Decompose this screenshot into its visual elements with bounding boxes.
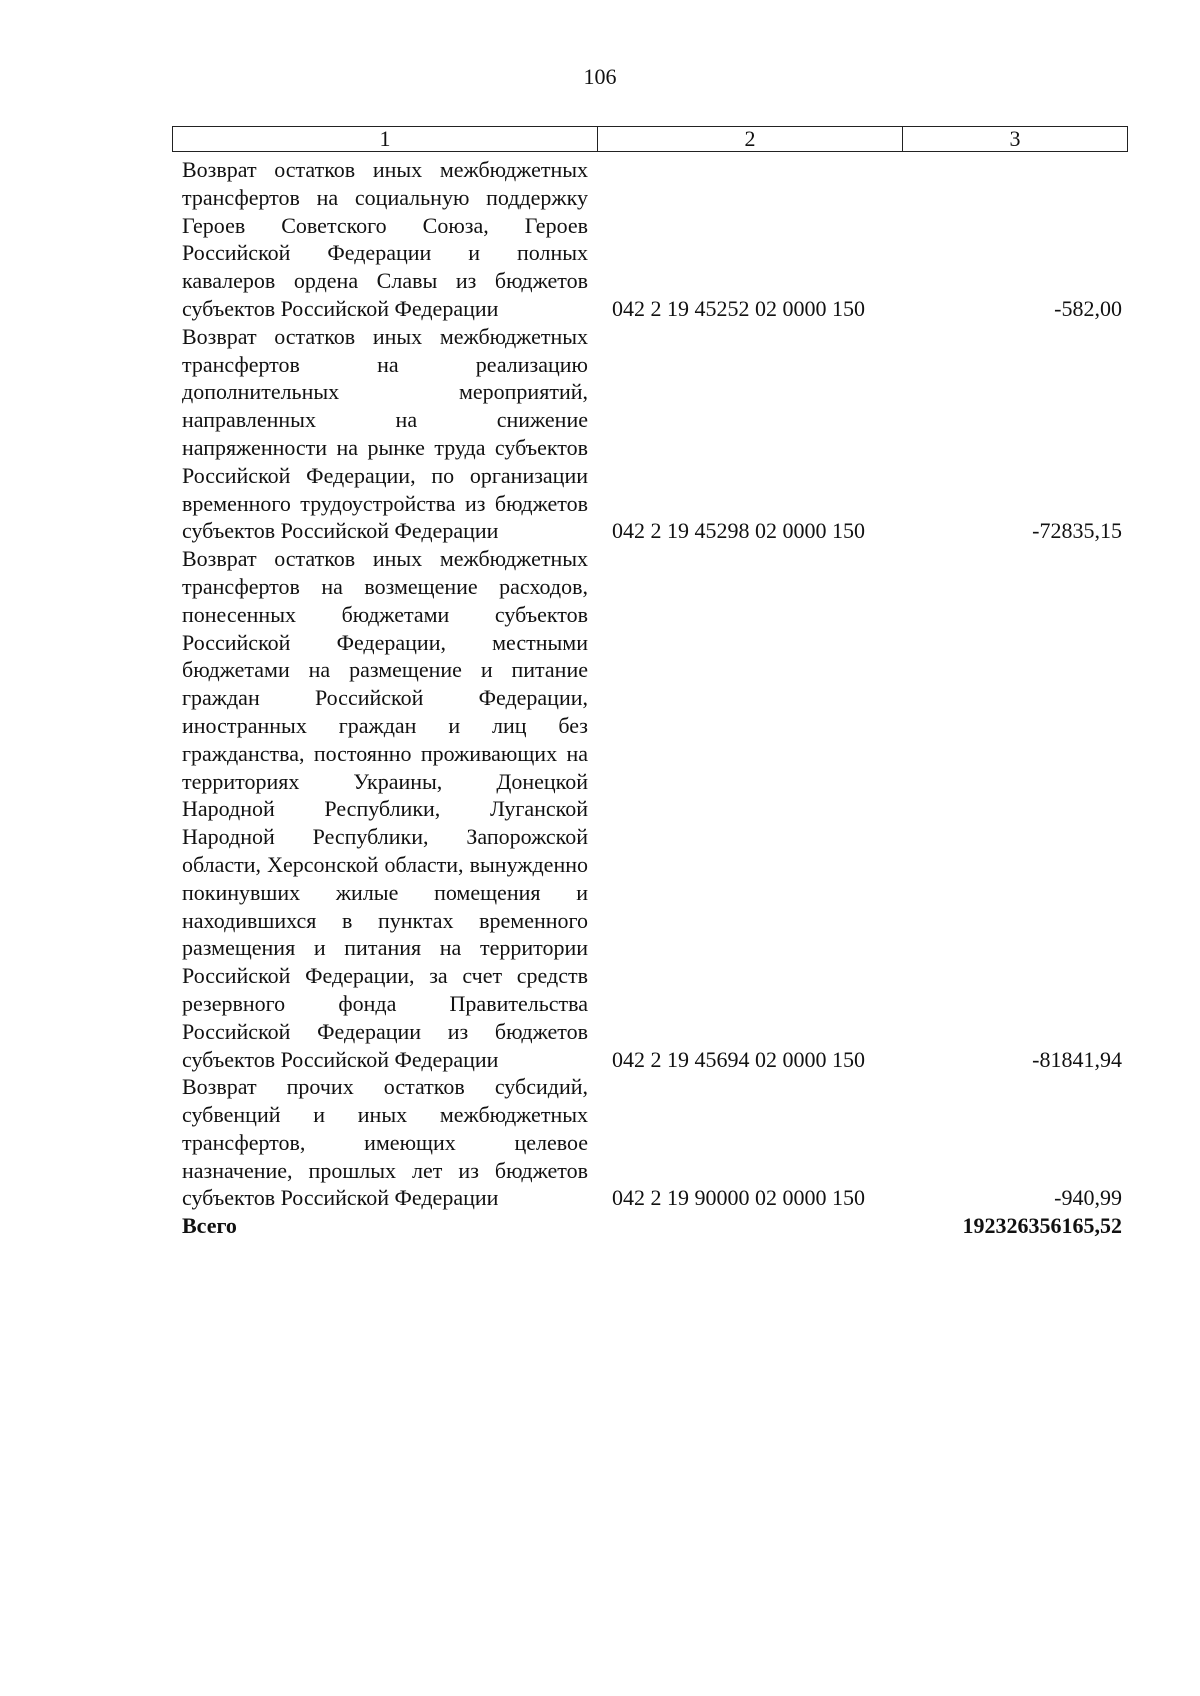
row-name: Возврат прочих остатков субсидий, субвенций и иных межбюджетных трансфертов, имеющих целевое назначение, прошлых лет из бюджетов субъектов Российской Федерации bbox=[182, 1074, 588, 1211]
table-row bbox=[182, 323, 1122, 545]
row-name: Возврат остатков иных межбюджетных трансфертов на социальную поддержку Героев Советского Союза, Героев Российской Федерации и полных кавалеров ордена Славы из бюджетов субъектов Российской Федерации bbox=[182, 157, 588, 321]
row-code: 042 2 19 45252 02 0000 150 bbox=[612, 295, 865, 321]
total-label: Всего bbox=[182, 1213, 237, 1239]
table-body bbox=[182, 156, 1122, 1240]
table-header bbox=[172, 126, 1128, 152]
total-amount: 192326356165,52 bbox=[962, 1213, 1122, 1239]
row-amount: -940,99 bbox=[1054, 1185, 1122, 1211]
row-amount: -81841,94 bbox=[1032, 1046, 1122, 1072]
row-amount: -582,00 bbox=[1054, 295, 1122, 321]
table-row bbox=[182, 1073, 1122, 1212]
header-col-2: 2 bbox=[598, 127, 903, 151]
row-code: 042 2 19 45694 02 0000 150 bbox=[612, 1046, 865, 1072]
row-amount: -72835,15 bbox=[1032, 518, 1122, 544]
total-row bbox=[182, 1212, 1122, 1240]
row-name: Возврат остатков иных межбюджетных трансфертов на реализацию дополнительных мероприятий, направленных на снижение напряженности на рынке труда субъектов Российской Федерации, по организации временного трудоустройства из бюджетов субъектов Российской Федерации bbox=[182, 323, 588, 544]
table-row bbox=[182, 545, 1122, 1073]
header-col-1: 1 bbox=[173, 127, 598, 151]
table-row bbox=[182, 156, 1122, 323]
row-code: 042 2 19 90000 02 0000 150 bbox=[612, 1185, 865, 1211]
page-number: 106 bbox=[583, 64, 617, 89]
row-name: Возврат остатков иных межбюджетных трансфертов на возмещение расходов, понесенных бюджетами субъектов Российской Федерации, местными бюджетами на размещение и питание граждан Российской Федерации, иностранных граждан и лиц без гражданства, постоянно проживающих на территориях Украины, Донецкой Народной Республики, Луганской Народной Республики, Запорожской области, Херсонской области, вынужденно покинувших жилые помещения и находившихся в пунктах временного размещения и питания на территории Российской Федерации, за счет средств резервного фонда Правительства Российской Федерации из бюджетов субъектов Российской Федерации bbox=[182, 546, 588, 1072]
row-code: 042 2 19 45298 02 0000 150 bbox=[612, 518, 865, 544]
header-col-3: 3 bbox=[1009, 126, 1021, 151]
